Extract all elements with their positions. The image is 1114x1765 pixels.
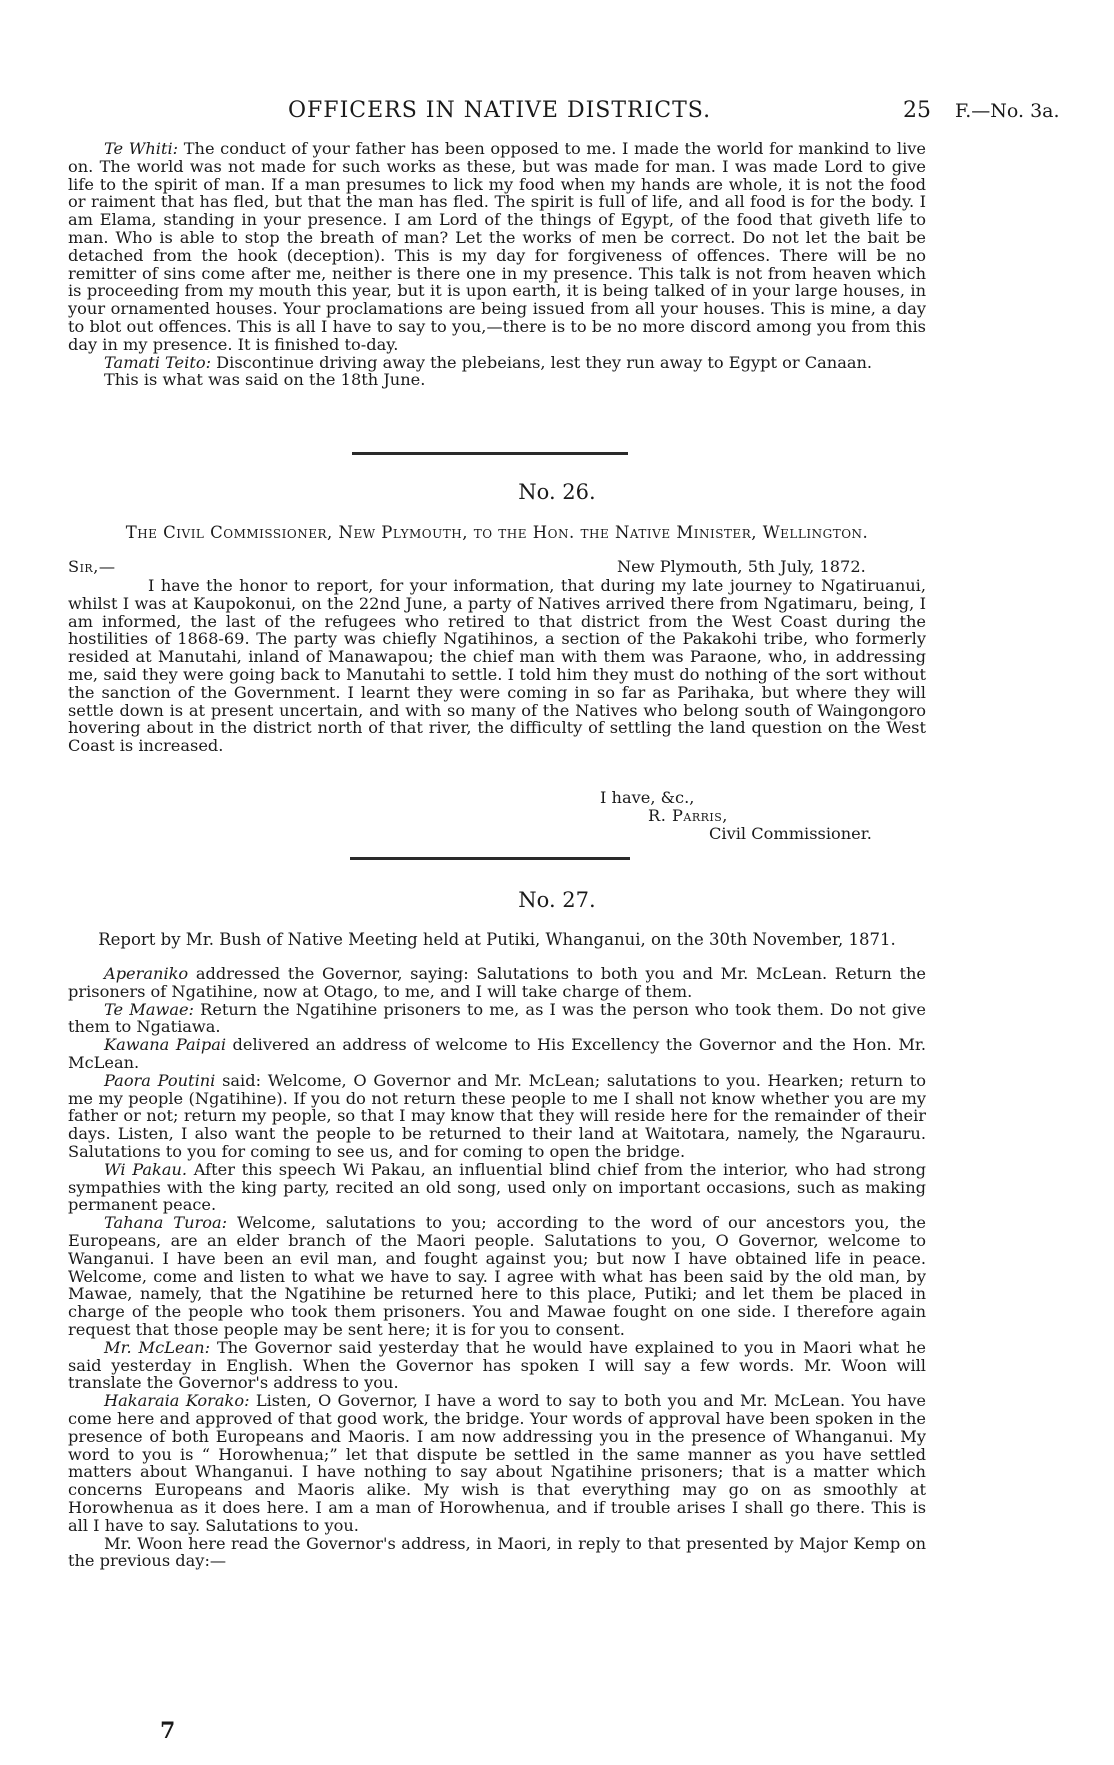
speech-paragraph (68, 1001, 926, 1037)
report-heading: Report by Mr. Bush of Native Meeting held at Putiki, Whanganui, on the 30th November, 1871. (98, 930, 896, 949)
speech-text: Return the Ngatihine prisoners to me, as I was the person who took them. Do not give them to Ngatiawa. (68, 999, 927, 1037)
speech-text: delivered an address of welcome to His Excellency the Governor and the Hon. Mr. McLean. (68, 1035, 926, 1072)
speech-text: The conduct of your father has been opposed to me. I made the world for mankind to live on. The world was not made for such works as these, but was made for man. I was made Lord to give life to the spirit of man. If a man presumes to lick my food when my hands are whole, it is not the food or raiment that has fled, but that the man has fled. The spirit is full of life, and all food is for the body. I am Elama, standing in your presence. I am Lord of the things of Egypt, of the food that giveth life to man. Who is able to stop the breath of man? Let the works of men be correct. Do not let the bait be detached from the hook (deception). This is my day for forgiveness of offences. There will be no remitter of sins come after me, neither is there one in my presence. This talk is not from heaven which is proceeding from my mouth this year, but it is upon earth, it is being talked of in your large houses, in your ornamented houses. Your proclamations are being issued from all your houses. This is mine, a day to blot out offences. This is all I have to say to you,—there is to be no more discord among you from this day in my presence. It is finished to-day. (68, 139, 926, 354)
letter-heading: The Civil Commissioner, New Plymouth, to the Hon. the Native Minister, Wellington. (125, 523, 869, 542)
dateline: New Plymouth, 5th July, 1872. (617, 557, 866, 576)
speaker-name: Kawana Paipai (104, 1035, 227, 1055)
speaker-name: Paora Poutini (104, 1070, 216, 1090)
speech-paragraph (68, 1214, 926, 1339)
speaker-name: Hakaraia Korako: (104, 1391, 250, 1411)
section-divider (352, 452, 628, 455)
letter-body (68, 577, 926, 755)
closing: I have, &c., (600, 788, 695, 807)
speech-text: After this speech Wi Pakau, an influential blind chief from the interior, who had strong sympathies with the king party, recited an old song, used only on important occasions, such as making permanent peace. (68, 1159, 926, 1215)
speaker-name: Mr. McLean: (104, 1337, 211, 1357)
speech-paragraph (68, 1161, 926, 1214)
page-number: 25 (903, 98, 931, 123)
speaker-name: Tamati Teito: (104, 352, 212, 372)
speech-top (68, 140, 926, 389)
speech-text: The Governor said yesterday that he would have explained to you in Maori what he said yesterday in English. When the Governor has spoken I will say a few words. Mr. Woon will translate the Governor's address to you. (68, 1337, 926, 1393)
speaker-name: Aperaniko (104, 964, 189, 983)
speaker-name: Tahana Turoa: (104, 1213, 228, 1233)
signature: R. Parris, (648, 806, 728, 825)
signature-mark: 7 (160, 1718, 176, 1744)
speech-text: This is what was said on the 18th June. (104, 370, 426, 390)
signatory-title: Civil Commissioner. (709, 824, 872, 843)
speech-text: addressed the Governor, saying: Salutations to both you and Mr. McLean. Return the prisoners of Ngatihine, now at Otago, to me, and I will take charge of them. (68, 964, 926, 1001)
speech-paragraph (68, 1072, 926, 1161)
speech-text: Mr. Woon here read the Governor's address, in Maori, in reply to that presented by Major Kemp on the previous day:— (68, 1533, 926, 1571)
report-number: No. 27. (518, 888, 596, 912)
paper-reference: F.—No. 3a. (955, 100, 1060, 122)
speaker-name: Wi Pakau. (104, 1159, 188, 1179)
speech-paragraph (68, 140, 926, 354)
letter-paragraph: I have the honor to report, for your information, that during my late journey to Ngatiruanui, whilst I was at Kaupokonui, on the 22nd June, a party of Natives arrived there from Ngatimaru, being, I am informed, the last of the refugees who retired to that district from the West Coast during the hostilities of 1868-69. The party was chiefly Ngatihinos, a section of the Pakakohi tribe, who formerly resided at Manutahi, inland of Manawapou; the chief man with them was Paraone, who, in addressing me, said they were going back to Manutahi to settle. I told him they must do nothing of the sort without the sanction of the Government. I learnt they were coming in so far as Parihaka, but where they will settle down is at present uncertain, and with so many of the Natives who belong south of Waingongoro hovering about in the district north of that river, the difficulty of settling the land question on the West Coast is increased. (68, 576, 926, 756)
report-body (68, 965, 926, 1570)
salutation: Sir,— (68, 557, 116, 576)
letter-number: No. 26. (518, 480, 596, 504)
speech-text: Listen, O Governor, I have a word to say to both you and Mr. McLean. You have come here and approved of that good work, the bridge. Your words of approval have been spoken in the presence of both Europeans and Maoris. I am now addressing you in the presence of Whanganui. My word to you is “ Horowhenua;” let that dispute be settled in the same manner as you have settled matters about Whanganui. I have nothing to say about Ngatihine prisoners; that is a matter which concerns Europeans and Maoris alike. My wish is that everything may go on as smoothly at Horowhenua as it does here. I am a man of Horowhenua, and if trouble arises I shall go there. This is all I have to say. Salutations to you. (68, 1391, 926, 1535)
speech-paragraph (68, 1535, 926, 1571)
header-title: OFFICERS IN NATIVE DISTRICTS. (288, 98, 712, 123)
speaker-name: Te Whiti: (104, 139, 179, 158)
speech-paragraph (68, 1036, 926, 1072)
speech-paragraph (68, 354, 926, 372)
running-header (0, 98, 1114, 128)
section-divider (350, 857, 630, 860)
speech-text: Discontinue driving away the plebeians, lest they run away to Egypt or Canaan. (211, 352, 873, 372)
speech-text: said: Welcome, O Governor and Mr. McLean; salutations to you. Hearken; return to me my people (Ngatihine). If you do not return these people to me I shall not know whether you are my father or not; return my people, so that I may know that they will reside here for the remainder of their days. Listen, I also want the people to be returned to their land at Waitotara, namely, the Ngarauru. Salutations to you for coming to see us, and for coming to open the bridge. (68, 1070, 926, 1161)
speech-text: Welcome, salutations to you; according to the word of our ancestors you, the Europeans, are an elder branch of the Maori people. Salutations to you, O Governor, welcome to Wanganui. I have been an evil man, and fought against you; but now I have obtained life in peace. Welcome, come and listen to what we have to say. I agree with what has been said by the old man, by Mawae, namely, that the Ngatihine be returned here to this place, Putiki; and let them be placed in charge of the people who took them prisoners. You and Mawae fought on one side. I therefore again request that those people may be sent here; it is for you to consent. (68, 1213, 926, 1339)
speech-paragraph (68, 371, 926, 389)
speaker-name: Te Mawae: (104, 999, 195, 1019)
speech-paragraph (68, 1339, 926, 1392)
speech-paragraph (68, 1392, 926, 1534)
speech-paragraph (68, 965, 926, 1001)
